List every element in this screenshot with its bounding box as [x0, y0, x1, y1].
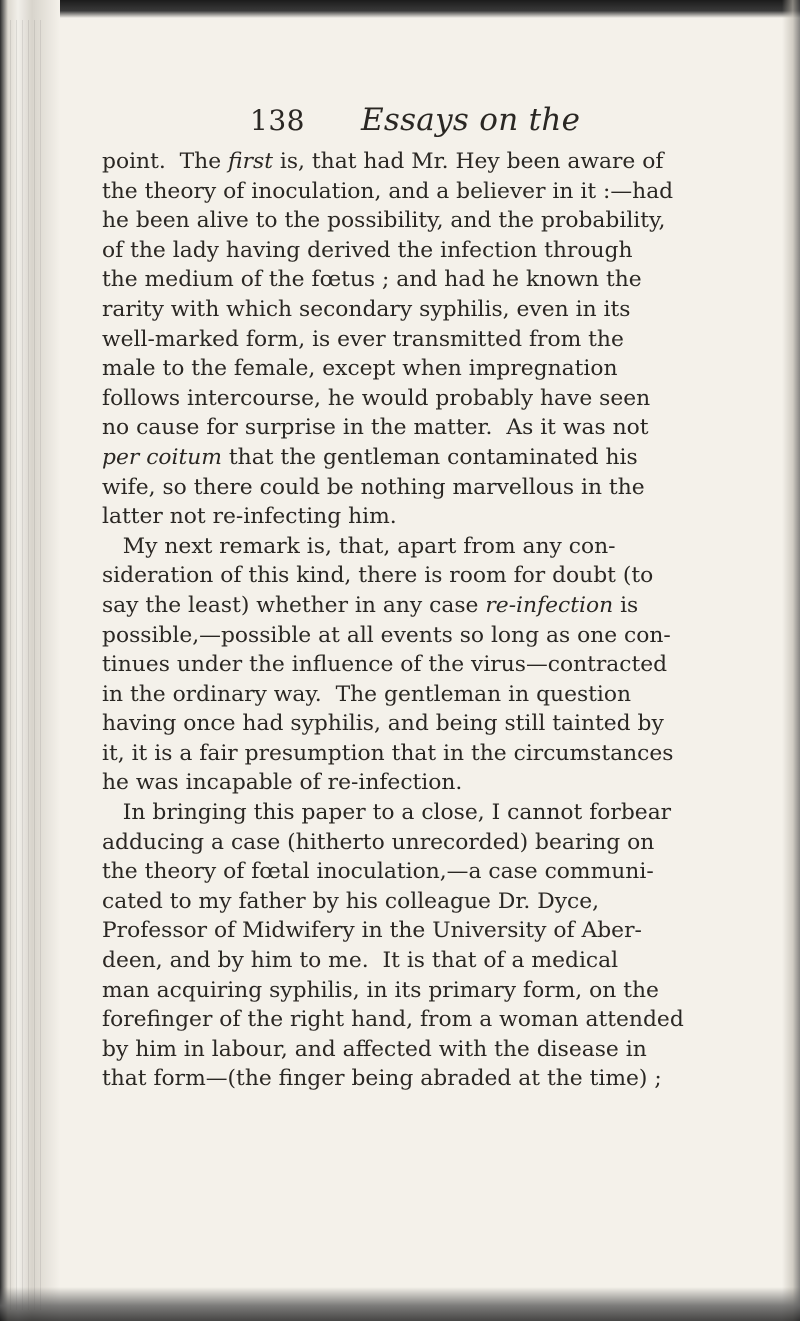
text-run: well-marked form, is ever transmitted from the — [102, 326, 624, 352]
text-line — [102, 561, 778, 591]
text-run: deen, and by him to me. It is that of a medical — [102, 948, 619, 974]
text-line — [102, 739, 778, 769]
text-line — [102, 768, 778, 798]
text-run: that form—(the finger being abraded at the time) ; — [102, 1066, 662, 1092]
text-run: having once had syphilis, and being still tainted by — [102, 711, 664, 737]
text-line — [102, 650, 778, 680]
text-run: Professor of Midwifery in the University of Aber- — [102, 918, 642, 944]
text-run: latter not re-infecting him. — [102, 504, 397, 530]
text-run: say the least) whether in any case — [102, 592, 486, 618]
running-head: Essays on the — [360, 102, 581, 138]
text-line — [102, 502, 778, 532]
text-run: is, that had Mr. Hey been aware of — [272, 149, 664, 174]
text-run: by him in labour, and affected with the disease in — [102, 1036, 647, 1062]
text-run: in the ordinary way. The gentleman in question — [102, 681, 632, 707]
text-line — [102, 828, 778, 858]
text-run: of the lady having derived the infection through — [102, 237, 633, 263]
page-number: 138 — [250, 104, 305, 137]
text-run: male to the female, except when impregnation — [102, 356, 618, 382]
italic-run: first — [228, 149, 273, 174]
text-run: that the gentleman contaminated his — [221, 444, 638, 470]
text-line — [102, 946, 778, 976]
text-line — [102, 591, 778, 621]
text-run: forefinger of the right hand, from a woman attended — [102, 1007, 684, 1033]
text-run: it, it is a fair presumption that in the circumstances — [102, 740, 674, 766]
text-run: no cause for surprise in the matter. As it was not — [102, 415, 649, 441]
body-text — [102, 147, 778, 1094]
text-run: wife, so there could be nothing marvellous in the — [102, 474, 645, 500]
text-run: is — [613, 592, 639, 618]
text-line — [102, 916, 778, 946]
text-run: the theory of fœtal inoculation,—a case communi- — [102, 859, 654, 885]
text-run: the theory of inoculation, and a believer in it :—had — [102, 178, 674, 204]
binding-edge — [0, 0, 60, 1321]
text-line — [102, 887, 778, 917]
text-line — [102, 384, 778, 414]
text-line — [102, 295, 778, 325]
binding-texture — [10, 20, 46, 1310]
text-line — [102, 236, 778, 266]
text-line — [102, 443, 778, 473]
text-line — [102, 709, 778, 739]
italic-run: re-infection — [485, 592, 614, 618]
text-line — [102, 325, 778, 355]
text-line — [102, 206, 778, 236]
text-line — [102, 473, 778, 503]
text-line — [102, 413, 778, 443]
text-run: he been alive to the possibility, and the probability, — [102, 208, 666, 234]
bottom-scan-edge — [0, 1287, 800, 1321]
text-run: possible,—possible at all events so long as one con- — [102, 622, 671, 648]
text-line — [102, 976, 778, 1006]
text-line — [102, 680, 778, 710]
text-run: cated to my father by his colleague Dr. Dyce, — [102, 888, 600, 914]
text-run: In bringing this paper to a close, I cannot forbear — [102, 800, 672, 826]
text-line — [102, 621, 778, 651]
right-scan-edge — [782, 0, 800, 1321]
text-run: follows intercourse, he would probably have seen — [102, 385, 651, 411]
text-run: rarity with which secondary syphilis, even in its — [102, 296, 631, 322]
text-run: tinues under the influence of the virus—contracted — [102, 652, 668, 678]
text-line — [102, 1035, 778, 1065]
page-header — [250, 102, 770, 142]
text-run: man acquiring syphilis, in its primary form, on the — [102, 977, 659, 1003]
text-run: he was incapable of re-infection. — [102, 770, 463, 796]
text-run: point. The — [102, 149, 229, 174]
text-line — [102, 177, 778, 207]
text-run: My next remark is, that, apart from any con- — [102, 533, 616, 559]
text-line — [102, 1064, 778, 1094]
text-run: sideration of this kind, there is room for doubt (to — [102, 563, 654, 589]
text-line — [102, 857, 778, 887]
text-line — [102, 1005, 778, 1035]
text-run: adducing a case (hitherto unrecorded) bearing on — [102, 829, 655, 855]
text-run: the medium of the fœtus ; and had he known the — [102, 267, 642, 293]
text-line — [102, 147, 778, 177]
text-line — [102, 798, 778, 828]
text-line — [102, 532, 778, 562]
text-line — [102, 265, 778, 295]
text-line — [102, 354, 778, 384]
italic-run: per coitum — [102, 444, 222, 470]
top-scan-edge — [0, 0, 800, 18]
